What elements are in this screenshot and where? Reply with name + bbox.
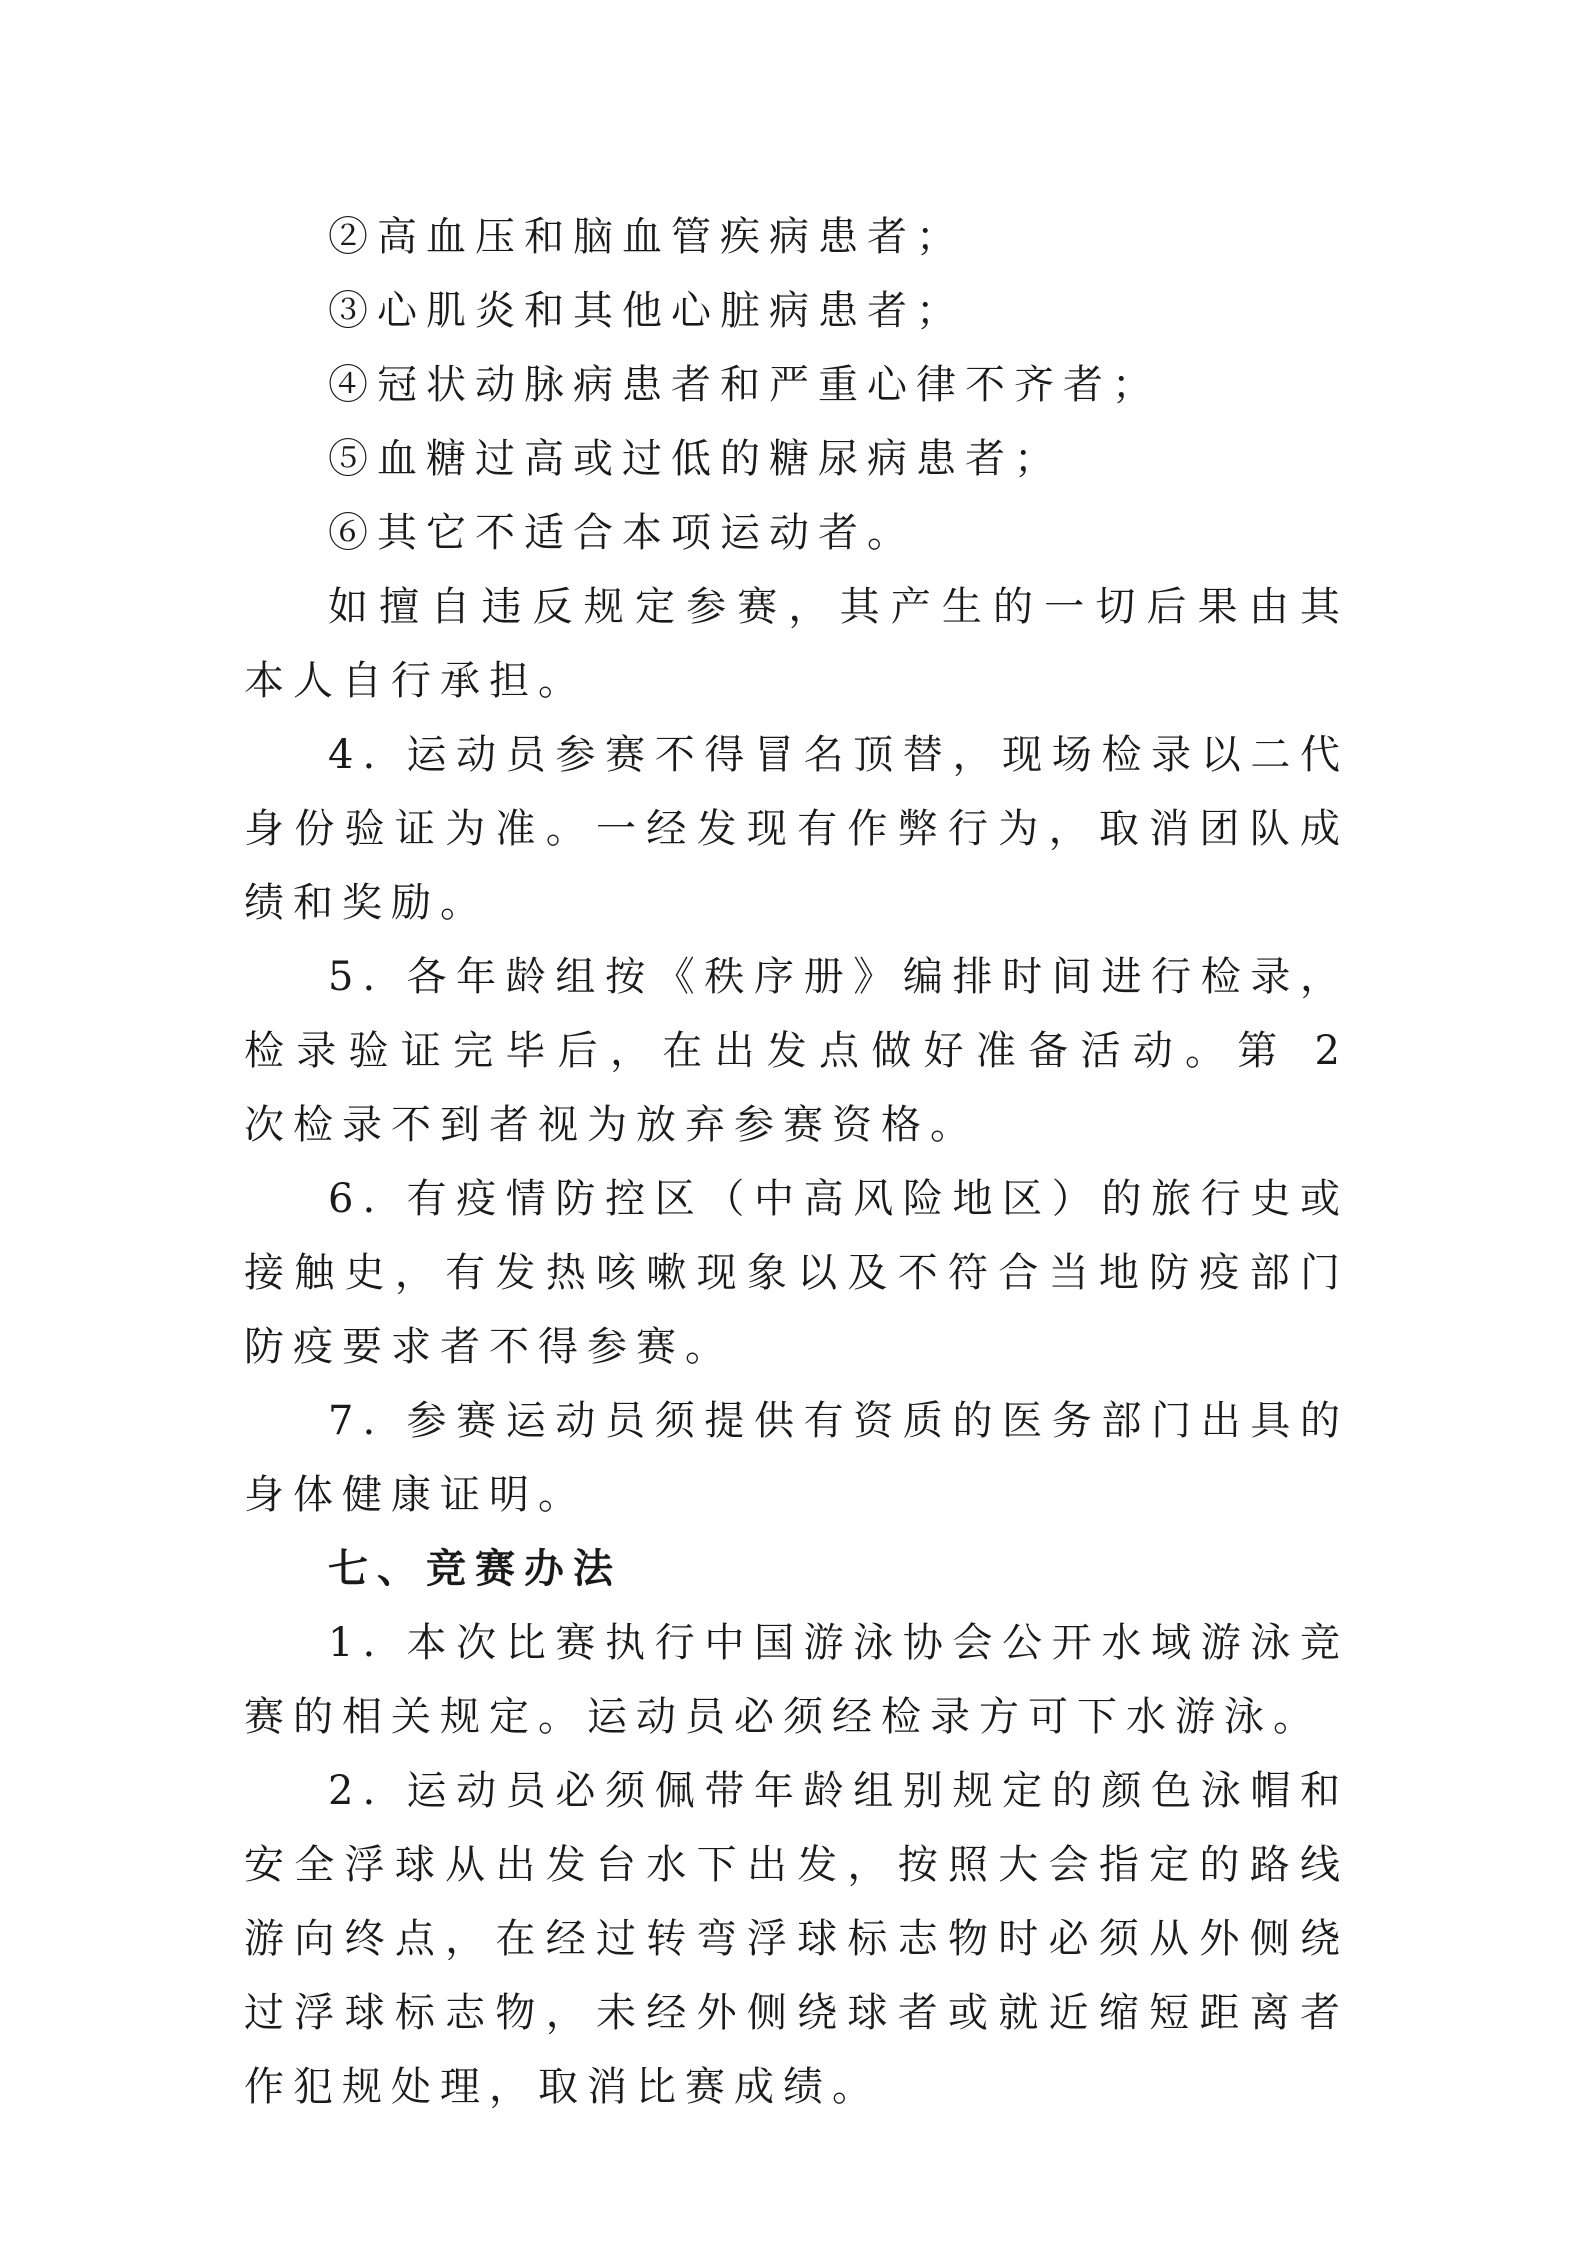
list-item-6: ⑥其它不适合本项运动者。 bbox=[328, 510, 916, 556]
section-heading-competition-method: 七、竞赛办法 bbox=[328, 1546, 622, 1592]
consequence-paragraph: 如擅自违反规定参赛，其产生的一切后果由其本人自行承担。 bbox=[244, 584, 1349, 704]
rule-paragraph-7: 7. 参赛运动员须提供有资质的医务部门出具的身体健康证明。 bbox=[244, 1398, 1349, 1518]
rule-paragraph-4: 4. 运动员参赛不得冒名顶替，现场检录以二代身份验证为准。一经发现有作弊行为，取消团队成绩和奖励。 bbox=[244, 732, 1349, 926]
document-body bbox=[244, 200, 1349, 2124]
list-item-2: ②高血压和脑血管疾病患者； bbox=[328, 214, 965, 260]
list-item-3: ③心肌炎和其他心脏病患者； bbox=[328, 288, 965, 334]
list-item-5: ⑤血糖过高或过低的糖尿病患者； bbox=[328, 436, 1063, 482]
competition-paragraph-2: 2. 运动员必须佩带年龄组别规定的颜色泳帽和安全浮球从出发台水下出发，按照大会指定的路线游向终点，在经过转弯浮球标志物时必须从外侧绕过浮球标志物，未经外侧绕球者或就近缩短距离者作犯规处理，取消比赛成绩。 bbox=[244, 1768, 1349, 2110]
rule-paragraph-6: 6. 有疫情防控区（中高风险地区）的旅行史或接触史，有发热咳嗽现象以及不符合当地防疫部门防疫要求者不得参赛。 bbox=[244, 1176, 1349, 1370]
rule-paragraph-5: 5. 各年龄组按《秩序册》编排时间进行检录，检录验证完毕后，在出发点做好准备活动。第 2 次检录不到者视为放弃参赛资格。 bbox=[244, 954, 1349, 1148]
list-item-4: ④冠状动脉病患者和严重心律不齐者； bbox=[328, 362, 1161, 408]
competition-paragraph-1: 1. 本次比赛执行中国游泳协会公开水域游泳竞赛的相关规定。运动员必须经检录方可下水游泳。 bbox=[244, 1620, 1349, 1740]
